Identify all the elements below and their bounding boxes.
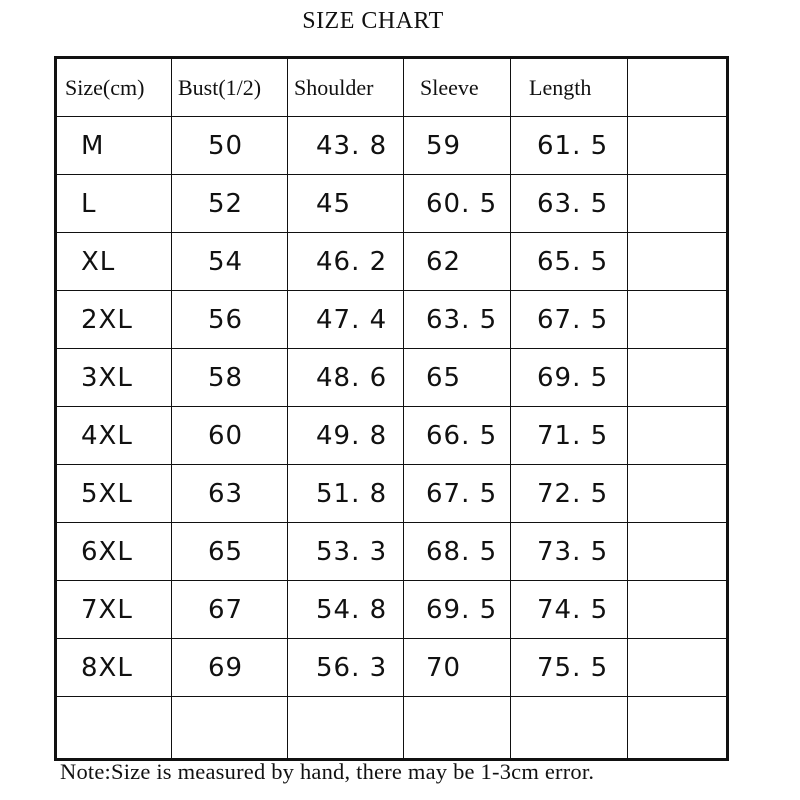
table-row: [56, 465, 728, 523]
cell-length: 65. 5: [511, 233, 628, 291]
cell-sleeve: 62: [404, 233, 511, 291]
cell-bust: 69: [172, 639, 288, 697]
cell-bust: 50: [172, 117, 288, 175]
page-title: SIZE CHART: [302, 8, 444, 34]
cell-length: 69. 5: [511, 349, 628, 407]
header-sleeve: Sleeve: [404, 58, 511, 117]
cell-empty: [288, 697, 404, 760]
cell-sleeve: 65: [404, 349, 511, 407]
table-row: [56, 523, 728, 581]
cell-size: XL: [56, 233, 172, 291]
cell-sleeve: 69. 5: [404, 581, 511, 639]
cell-empty: [628, 523, 728, 581]
cell-empty: [628, 175, 728, 233]
cell-bust: 65: [172, 523, 288, 581]
table-row: [56, 407, 728, 465]
cell-sleeve: 63. 5: [404, 291, 511, 349]
cell-length: 73. 5: [511, 523, 628, 581]
table-row: [56, 291, 728, 349]
table-row: [56, 349, 728, 407]
cell-size: 8XL: [56, 639, 172, 697]
cell-empty: [628, 639, 728, 697]
cell-empty: [628, 465, 728, 523]
cell-shoulder: 45: [288, 175, 404, 233]
cell-length: 61. 5: [511, 117, 628, 175]
cell-bust: 63: [172, 465, 288, 523]
cell-shoulder: 51. 8: [288, 465, 404, 523]
cell-size: 4XL: [56, 407, 172, 465]
cell-sleeve: 66. 5: [404, 407, 511, 465]
cell-length: 75. 5: [511, 639, 628, 697]
cell-empty: [628, 581, 728, 639]
table-row: [56, 233, 728, 291]
cell-empty: [628, 407, 728, 465]
cell-length: 72. 5: [511, 465, 628, 523]
cell-size: 3XL: [56, 349, 172, 407]
cell-size: 6XL: [56, 523, 172, 581]
cell-empty: [628, 349, 728, 407]
cell-bust: 60: [172, 407, 288, 465]
cell-shoulder: 53. 3: [288, 523, 404, 581]
cell-sleeve: 68. 5: [404, 523, 511, 581]
cell-size: M: [56, 117, 172, 175]
cell-empty: [56, 697, 172, 760]
cell-bust: 67: [172, 581, 288, 639]
cell-empty: [628, 697, 728, 760]
cell-sleeve: 70: [404, 639, 511, 697]
table-row: [56, 117, 728, 175]
cell-empty: [404, 697, 511, 760]
table-row: [56, 639, 728, 697]
size-chart-table: [54, 56, 729, 761]
cell-sleeve: 59: [404, 117, 511, 175]
cell-shoulder: 49. 8: [288, 407, 404, 465]
cell-size: 2XL: [56, 291, 172, 349]
cell-bust: 56: [172, 291, 288, 349]
header-empty: [628, 58, 728, 117]
cell-empty: [511, 697, 628, 760]
cell-empty: [172, 697, 288, 760]
measurement-note: Note:Size is measured by hand, there may be 1-3cm error.: [60, 759, 595, 784]
cell-shoulder: 54. 8: [288, 581, 404, 639]
cell-shoulder: 56. 3: [288, 639, 404, 697]
cell-length: 63. 5: [511, 175, 628, 233]
table-header-row: [56, 58, 728, 117]
header-length: Length: [511, 58, 628, 117]
cell-bust: 54: [172, 233, 288, 291]
cell-empty: [628, 291, 728, 349]
cell-shoulder: 46. 2: [288, 233, 404, 291]
cell-length: 74. 5: [511, 581, 628, 639]
header-shoulder: Shoulder: [288, 58, 404, 117]
table-row-empty: [56, 697, 728, 760]
cell-length: 71. 5: [511, 407, 628, 465]
table-row: [56, 175, 728, 233]
cell-shoulder: 48. 6: [288, 349, 404, 407]
cell-size: 5XL: [56, 465, 172, 523]
cell-empty: [628, 233, 728, 291]
cell-size: L: [56, 175, 172, 233]
header-size: Size(cm): [56, 58, 172, 117]
cell-bust: 58: [172, 349, 288, 407]
cell-bust: 52: [172, 175, 288, 233]
cell-empty: [628, 117, 728, 175]
cell-shoulder: 47. 4: [288, 291, 404, 349]
cell-shoulder: 43. 8: [288, 117, 404, 175]
cell-sleeve: 60. 5: [404, 175, 511, 233]
cell-sleeve: 67. 5: [404, 465, 511, 523]
table-row: [56, 581, 728, 639]
header-bust: Bust(1/2): [172, 58, 288, 117]
cell-length: 67. 5: [511, 291, 628, 349]
cell-size: 7XL: [56, 581, 172, 639]
